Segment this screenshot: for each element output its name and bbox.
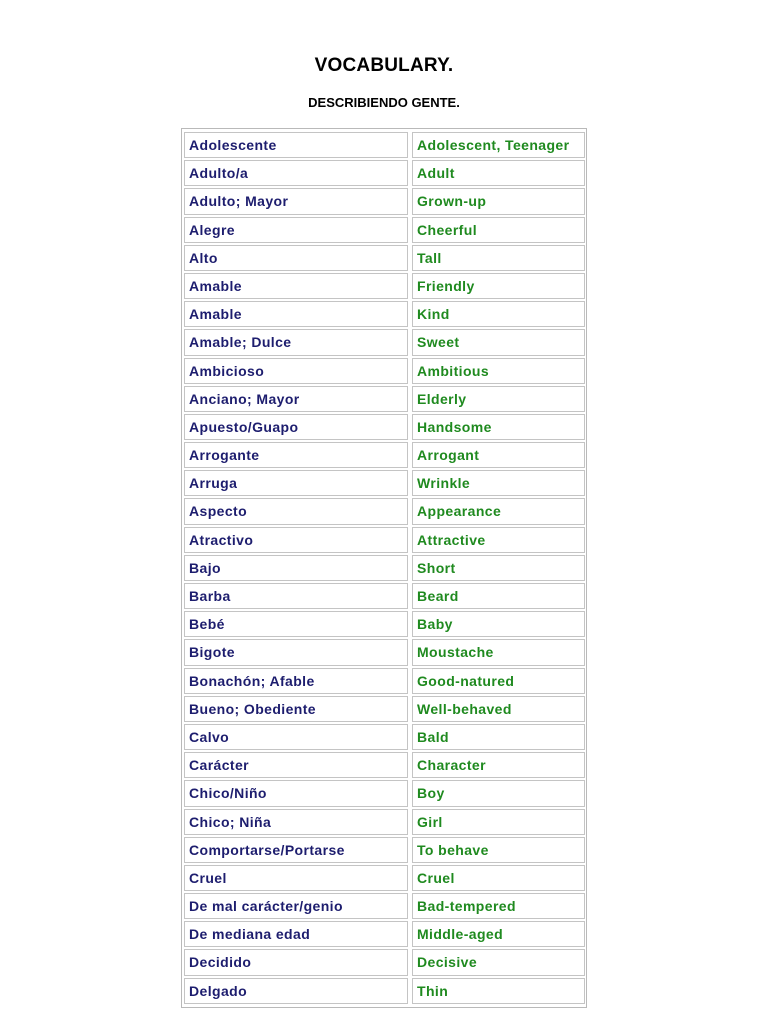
table-row — [183, 357, 585, 385]
page-subtitle: DESCRIBIENDO GENTE. — [308, 95, 460, 110]
english-translation-cell: Kind — [412, 301, 585, 327]
spanish-term-cell: Chico; Niña — [184, 809, 408, 835]
english-translation-cell: Friendly — [412, 273, 585, 299]
spanish-term-cell: Alegre — [184, 217, 408, 243]
spanish-term-cell: Barba — [184, 583, 408, 609]
table-row — [183, 554, 585, 582]
table-row — [183, 920, 585, 948]
table-row — [183, 159, 585, 187]
english-translation-cell: Handsome — [412, 414, 585, 440]
english-translation-cell: Tall — [412, 245, 585, 271]
table-row — [183, 441, 585, 469]
spanish-term-cell: Bueno; Obediente — [184, 696, 408, 722]
table-row — [183, 779, 585, 807]
table-row — [183, 582, 585, 610]
page-title: VOCABULARY. — [314, 55, 454, 76]
spanish-term-cell: Arruga — [184, 470, 408, 496]
spanish-term-cell: Cruel — [184, 865, 408, 891]
table-row — [183, 864, 585, 892]
spanish-term-cell: Atractivo — [184, 527, 408, 553]
table-row — [183, 836, 585, 864]
spanish-term-cell: Bebé — [184, 611, 408, 637]
english-translation-cell: Wrinkle — [412, 470, 585, 496]
english-translation-cell: Boy — [412, 780, 585, 806]
english-translation-cell: Bald — [412, 724, 585, 750]
english-translation-cell: Middle-aged — [412, 921, 585, 947]
spanish-term-cell: Aspecto — [184, 498, 408, 524]
spanish-term-cell: Carácter — [184, 752, 408, 778]
english-translation-cell: Decisive — [412, 949, 585, 975]
spanish-term-cell: De mediana edad — [184, 921, 408, 947]
english-translation-cell: Moustache — [412, 639, 585, 665]
english-translation-cell: Girl — [412, 809, 585, 835]
table-row — [183, 667, 585, 695]
spanish-term-cell: Bajo — [184, 555, 408, 581]
english-translation-cell: Adult — [412, 160, 585, 186]
table-row — [183, 526, 585, 554]
spanish-term-cell: Adulto; Mayor — [184, 188, 408, 214]
english-translation-cell: Bad-tempered — [412, 893, 585, 919]
english-translation-cell: Cruel — [412, 865, 585, 891]
table-row — [183, 723, 585, 751]
english-translation-cell: Elderly — [412, 386, 585, 412]
table-row — [183, 244, 585, 272]
table-row — [183, 469, 585, 497]
english-translation-cell: Beard — [412, 583, 585, 609]
english-translation-cell: Ambitious — [412, 358, 585, 384]
spanish-term-cell: Bonachón; Afable — [184, 668, 408, 694]
spanish-term-cell: Adulto/a — [184, 160, 408, 186]
spanish-term-cell: De mal carácter/genio — [184, 893, 408, 919]
table-row — [183, 413, 585, 441]
spanish-term-cell: Amable — [184, 273, 408, 299]
table-row — [183, 300, 585, 328]
english-translation-cell: Well-behaved — [412, 696, 585, 722]
spanish-term-cell: Delgado — [184, 978, 408, 1004]
table-row — [183, 187, 585, 215]
table-row — [183, 610, 585, 638]
english-translation-cell: To behave — [412, 837, 585, 863]
spanish-term-cell: Amable — [184, 301, 408, 327]
table-row — [183, 131, 585, 159]
table-row — [183, 695, 585, 723]
english-translation-cell: Adolescent, Teenager — [412, 132, 585, 158]
table-row — [183, 892, 585, 920]
english-translation-cell: Character — [412, 752, 585, 778]
spanish-term-cell: Decidido — [184, 949, 408, 975]
spanish-term-cell: Comportarse/Portarse — [184, 837, 408, 863]
english-translation-cell: Grown-up — [412, 188, 585, 214]
spanish-term-cell: Apuesto/Guapo — [184, 414, 408, 440]
table-row — [183, 751, 585, 779]
spanish-term-cell: Bigote — [184, 639, 408, 665]
table-row — [183, 977, 585, 1005]
spanish-term-cell: Adolescente — [184, 132, 408, 158]
spanish-term-cell: Alto — [184, 245, 408, 271]
table-row — [183, 808, 585, 836]
english-translation-cell: Thin — [412, 978, 585, 1004]
vocabulary-table — [181, 128, 587, 1008]
table-row — [183, 216, 585, 244]
spanish-term-cell: Chico/Niño — [184, 780, 408, 806]
english-translation-cell: Cheerful — [412, 217, 585, 243]
table-row — [183, 497, 585, 525]
table-row — [183, 385, 585, 413]
english-translation-cell: Arrogant — [412, 442, 585, 468]
english-translation-cell: Sweet — [412, 329, 585, 355]
table-row — [183, 638, 585, 666]
spanish-term-cell: Anciano; Mayor — [184, 386, 408, 412]
english-translation-cell: Appearance — [412, 498, 585, 524]
table-row — [183, 272, 585, 300]
spanish-term-cell: Amable; Dulce — [184, 329, 408, 355]
english-translation-cell: Good-natured — [412, 668, 585, 694]
table-row — [183, 328, 585, 356]
spanish-term-cell: Arrogante — [184, 442, 408, 468]
english-translation-cell: Baby — [412, 611, 585, 637]
english-translation-cell: Attractive — [412, 527, 585, 553]
table-row — [183, 948, 585, 976]
english-translation-cell: Short — [412, 555, 585, 581]
spanish-term-cell: Ambicioso — [184, 358, 408, 384]
spanish-term-cell: Calvo — [184, 724, 408, 750]
